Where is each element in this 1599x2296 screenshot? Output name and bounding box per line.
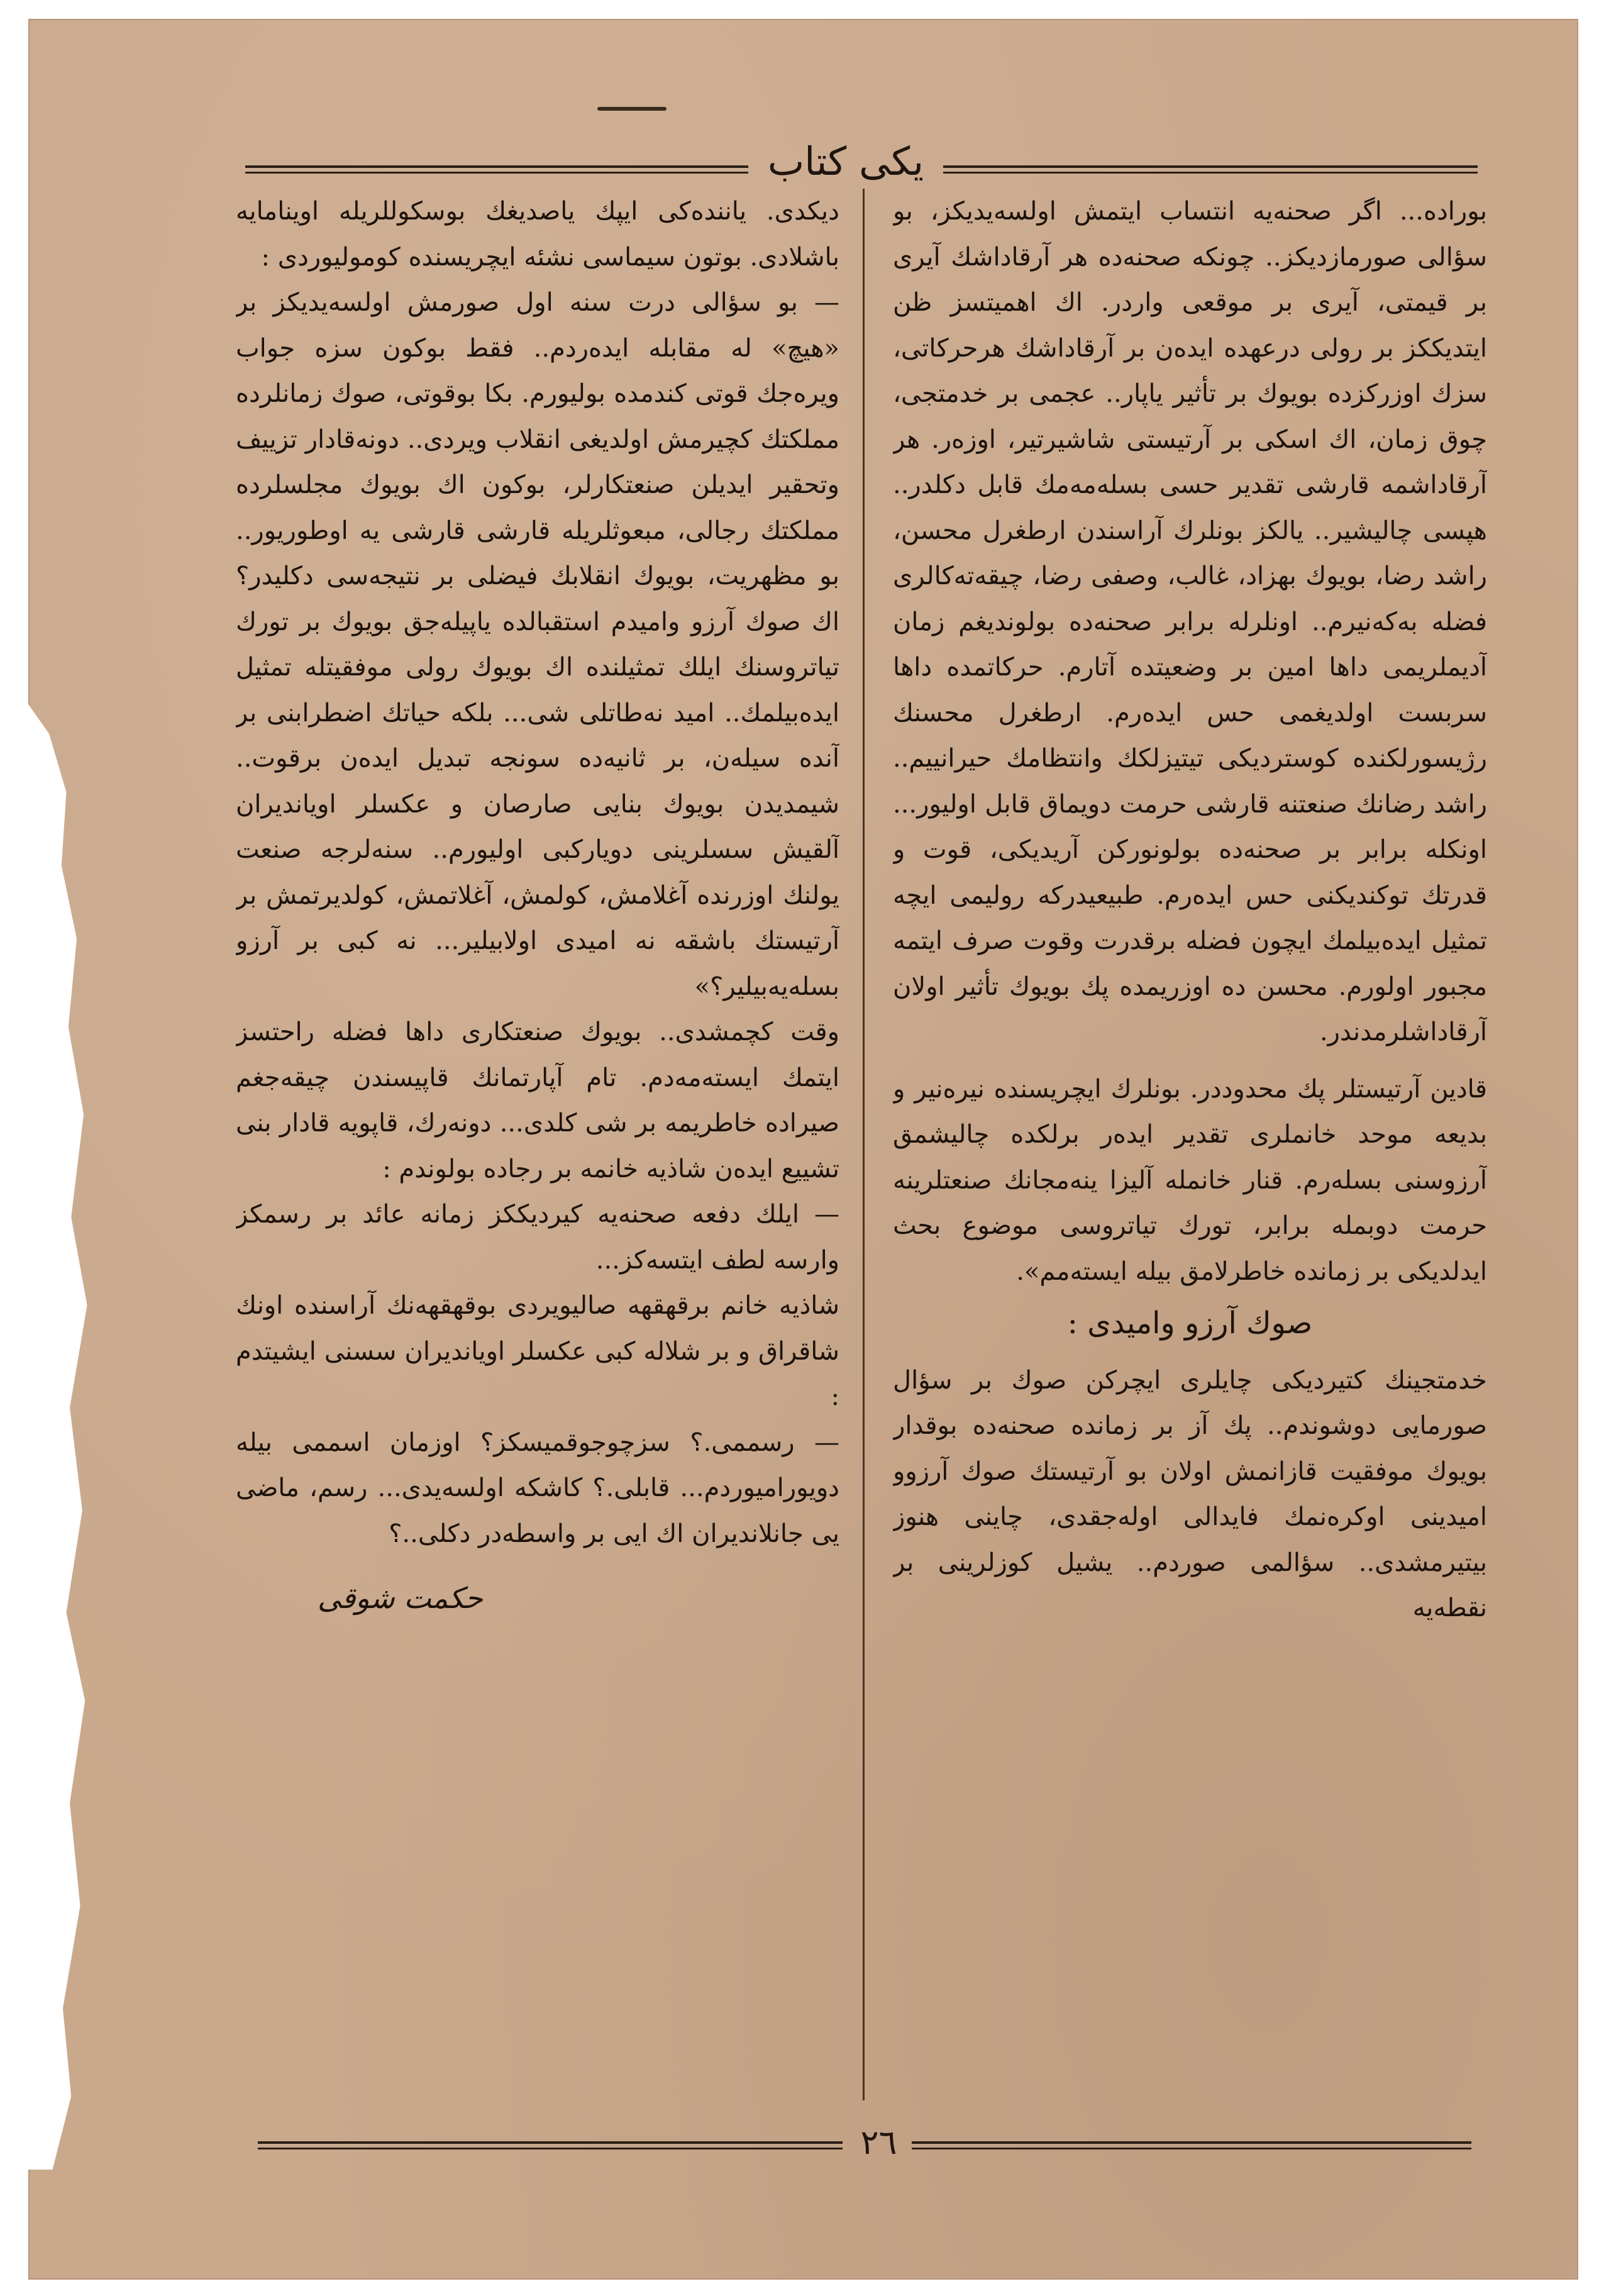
article-paragraph: قادین آرتیستلر پك محدوددر. بونلرك ایچریسندە نیرەنیر و بدیعە موحد خانملری تقدیر ایدەر برلکدە چالیشمق آرزوسنی بسلەرم. قنار خانملە آلیزا ینەمجانك صنعتلرینە حرمت دوبملە برابر، تورك تیاتروسی موضوع بحث ایدلدیکی بر زماندە خاطرلامق بیلە ایستەمم». (893, 1074, 1487, 1286)
footer-rule-left (258, 2141, 843, 2149)
page-number: ٢٦ (860, 2122, 897, 2162)
article-paragraph: دیکدی. یانندەکی ایپك یاصدیغك بوسکوللریلە اوینامایە باشلادی. بوتون سیماسی نشئە ایچریسندە کومولیوردی : (236, 197, 839, 272)
article-paragraph: — بو سؤالی درت سنە اول صورمش اولسەیدیکز بر «هیچ» لە مقابلە ایدەردم.. فقط بوکون سزە جواب ویرەجك قوتی کندمدە بولیورم. بکا بوقوتی، صوك زمانلردە مملکتك کچیرمش اولدیغی انقلاب ویردی.. دونەقادار تزییف وتحقیر ایدیلن صنعتکارلر، بوکون اك بویوك مجلسلردە مملکتك رجالی، مبعوثلریلە قارشی قارشی یە اوطوریور.. بو مظهریت، بویوك انقلابك فیضلی بر نتیجەسی دکلیدر؟ اك صوك آرزو وامیدم استقبالدە یاپیلەجق بویوك بر تورك تیاتروسنك ایلك تمثیلندە اك بویوك رولی موفقیتلە تمثیل ایدەبیلمك.. امید نەطاتلی شی... بلکە حیاتك اضطرابنی بر آندە سیلەن، بر ثانیەدە سونجە تبدیل ایدەن برقوت.. شیمدیدن بویوك بنایی صارصان و عکسلر اویاندیران آلقیش سسلرینی دویارکبی اولیورم.. سنەلرجە صنعت یولنك اوزرندە آغلامش، کولمش، آغلاتمش، کولدیرتمش بر آرتیستك باشقە نە امیدی اولابیلیر... نە کبی بر آرزو بسلەیەبیلیر؟» (236, 288, 839, 1001)
author-signature: حکمت شوقی (318, 1581, 483, 1615)
article-paragraph: — ایلك دفعە صحنەیە کیردیککز زمانە عائد بر رسمکز وارسە لطف ایتسەکز... (236, 1200, 839, 1275)
right-column (893, 189, 1487, 2075)
article-paragraph: بورادە... اگر صحنەیە انتساب ایتمش اولسەیدیکز، بو سؤالی صورمازدیکز.. چونکە صحنەدە هر آرقاداشك آیری بر قیمتی، آیری بر موقعی واردر. اك اهمیتسز ظن ایتدیککز بر رولی درعهدە ایدەن بر آرقاداشك هرحرکاتی، سزك اوزرکزدە بویوك بر تأثیر یاپار.. عجمی بر خدمتجی، چوق زمان، اك اسكی بر آرتیستی شاشیرتیر، اوزەر. هر آرقاداشمە قارشی تقدیر حسی بسلەمەمك قابل دکلدر.. هپسی چالیشیر.. یالکز بونلرك آراسندن ارطغرل محسن، راشد رضا، بویوك بهزاد، غالب، وصفی رضا، چیقەتەکالری فضلە بەکەنیرم.. اونلرلە برابر صحنەدە بولوندیغم زمان آدیملریمی داها امین بر وضعیتدە آتارم. حرکاتمدە داها سربست اولدیغمی حس ایدەرم. ارطغرل محسنك رژیسورلکندە کوستردیکی تیتیزلکك وانتظامك حیرانییم.. راشد رضانك صنعتنە قارشی حرمت دویماق قابل اولیور... اونکلە برابر بر صحنەدە بولونورکن آریدیکی، قوت و قدرتك توکندیکنی حس ایدەرم. طبیعیدرکە رولیمی ایچە تمثیل ایدەبیلمك ایچون فضلە برقدرت وقوت صرف ایتمە مجبور اولورم. محسن دە اوزریمدە پك بویوك تأثیر اولان آرقاداشلرمدندر. (893, 197, 1487, 1046)
left-column (236, 189, 839, 2107)
article-paragraph: وقت کچمشدی.. بویوك صنعتکاری داها فضلە راحتسز ایتمك ایستەمەدم. تام آپارتمانك قاپیسندن چیقەجغم صیرادە خاطریمە بر شی کلدی... دونەرك، قاپویە قادار بنی تشییع ایدەن شاذیە خانمە بر رجادە بولوندم : (236, 1018, 839, 1184)
article-paragraph: — رسممی.؟ سزچوجوقمیسکز؟ اوزمان اسممی بیلە دویورامیوردم... قابلی.؟ کاشکە اولسەیدی... رسم، ماضی یی جانلاندیران اك ایی بر واسطەدر دکلی..؟ (236, 1428, 839, 1548)
ink-mark (597, 107, 667, 111)
journal-title: یکی کتاب (767, 138, 924, 184)
header-rule-right (943, 165, 1478, 174)
article-paragraph: خدمتجینك کتیردیکی چایلری ایچرکن صوك بر سؤال صورمایی دوشوندم.. پك آز بر زماندە صحنەدە بوقدار بویوك موفقیت قازانمش اولان بو آرتیستك صوك آرزوو امیدینی اوکرەنمك فایدالی اولەجقدی، چاینی هنوز بیتیرمشدی.. سؤالمی صوردم.. یشیل کوزلرینی بر نقطەیە (893, 1365, 1487, 1622)
section-heading: صوك آرزو وامیدی : (1067, 1306, 1313, 1341)
article-paragraph: شاذیە خانم برقهقهە صالیویردی بوقهقهەنك آراسندە اونك شاقراق و بر شلالە کبی عکسلر اویاندیران سسنی ایشیتدم : (236, 1291, 839, 1411)
header-rule-left (245, 165, 748, 174)
footer-rule-right (912, 2141, 1471, 2149)
column-divider (863, 189, 865, 2100)
punch-hole (18, 190, 26, 199)
